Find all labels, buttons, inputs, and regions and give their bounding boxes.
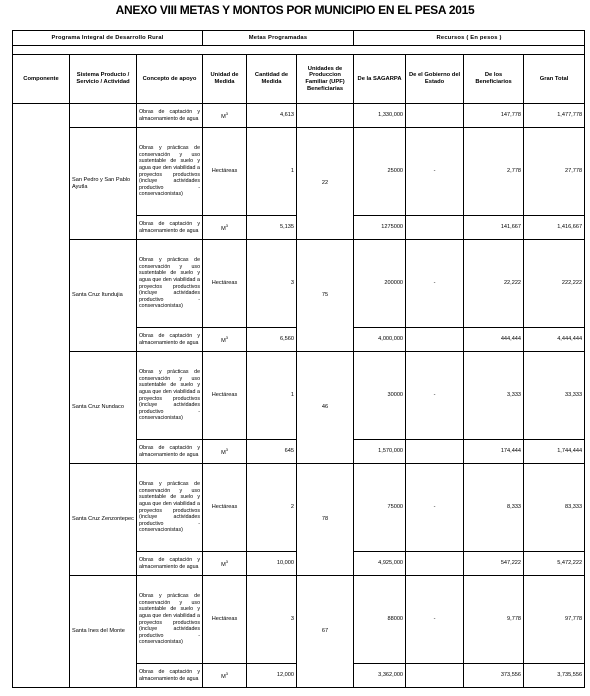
unidad-superscript: 3 [225,222,228,228]
table-row [13,128,585,216]
cantidad-cell: 3 [247,240,297,328]
table-row [13,576,585,664]
metas-header: Metas Programadas [203,31,354,46]
unidad-text: M [221,673,226,680]
col-estado: De el Gobierno del Estado [406,55,464,104]
municipio-name: Santa Cruz Nundaco [70,352,137,464]
beneficiarios-cell: 141,667 [464,216,524,240]
beneficiarios-cell: 2,778 [464,128,524,216]
municipio-name: Santa Ines del Monte [70,576,137,688]
unidad-cell: Hectáreas [203,352,247,440]
page-title: ANEXO VIII METAS Y MONTOS POR MUNICIPIO EN EL PESA 2015 [115,3,475,17]
estado-cell: - [406,576,464,664]
col-sagarpa: De la SAGARPA [354,55,406,104]
header-spacer [13,46,585,55]
unidad-cell: Hectáreas [203,128,247,216]
metas-montos-table [12,30,585,688]
table-row [13,240,585,328]
total-cell: 1,477,778 [524,104,585,128]
col-componente: Componente [13,55,70,104]
sagarpa-cell: 75000 [354,464,406,552]
table-row [13,352,585,440]
upf-cell: 46 [297,352,354,464]
unidad-superscript: 3 [225,334,228,340]
beneficiarios-cell: 8,333 [464,464,524,552]
unidad-text: M [221,337,226,344]
cantidad-cell: 6,560 [247,328,297,352]
unidad-cell: $M^3$ [203,104,247,128]
recursos-header: Recursos ( En pesos ) [354,31,585,46]
upf-cell [297,104,354,128]
upf-cell: 75 [297,240,354,352]
concepto-cell: Obras de captación y almacenamiento de agua [137,104,203,128]
beneficiarios-cell: 3,333 [464,352,524,440]
column-header-row [13,55,585,104]
total-cell: 1,416,667 [524,216,585,240]
cantidad-cell: 1 [247,128,297,216]
unidad-cell [203,216,247,240]
concepto-cell: Obras de captación y almacenamiento de agua [137,552,203,576]
cantidad-cell: 2 [247,464,297,552]
sagarpa-cell: 30000 [354,352,406,440]
table-row [13,104,585,128]
unidad-text: M [221,561,226,568]
upf-cell: 22 [297,128,354,240]
col-upf: Unidades de Produccion Familiar (UPF) Beneficiarias [297,55,354,104]
col-sistema: Sistema Producto / Servicio / Actividad [70,55,137,104]
cantidad-cell: 1 [247,352,297,440]
unidad-cell [203,440,247,464]
estado-cell [406,664,464,688]
cantidad-cell: 645 [247,440,297,464]
estado-cell: - [406,464,464,552]
sagarpa-cell: 200000 [354,240,406,328]
componente-cell [13,104,70,688]
sagarpa-cell: 4,000,000 [354,328,406,352]
municipio-name: Santa Cruz Itundujia [70,240,137,352]
total-cell: 3,735,556 [524,664,585,688]
estado-cell: - [406,240,464,328]
concepto-cell: Obras de captación y almacenamiento de agua [137,664,203,688]
cantidad-cell: 10,000 [247,552,297,576]
col-concepto: Concepto de apoyo [137,55,203,104]
sistema-cell [70,104,137,128]
beneficiarios-cell: 373,556 [464,664,524,688]
estado-cell: - [406,128,464,216]
cantidad-cell: 12,000 [247,664,297,688]
municipio-name: San Pedro y San Pablo Ayutla [70,128,137,240]
sagarpa-cell: 1275000 [354,216,406,240]
sagarpa-cell: 88000 [354,576,406,664]
concepto-cell: Obras y prácticas de conservación y uso sustentable de suelo y agua que den viabilidad a proyectos productivos (incluye actividades productivo - conservacionistas) [137,576,203,664]
total-cell: 5,472,222 [524,552,585,576]
concepto-cell: Obras y prácticas de conservación y uso sustentable de suelo y agua que den viabilidad a proyectos productivos (incluye actividades productivo - conservacionistas) [137,464,203,552]
unidad-superscript: 3 [225,446,228,452]
unidad-cell: Hectáreas [203,464,247,552]
beneficiarios-cell: 22,222 [464,240,524,328]
beneficiarios-cell: 147,778 [464,104,524,128]
total-cell: 222,222 [524,240,585,328]
col-cantidad: Cantidad de Medida [247,55,297,104]
unidad-text: M [221,225,226,232]
unidad-cell [203,328,247,352]
concepto-cell: Obras y prácticas de conservación y uso sustentable de suelo y agua que den viabilidad a proyectos productivos (incluye actividades productivo - conservacionistas) [137,128,203,216]
estado-cell [406,216,464,240]
unidad-cell: Hectáreas [203,576,247,664]
concepto-cell: Obras de captación y almacenamiento de agua [137,216,203,240]
unidad-superscript: 3 [225,558,228,564]
beneficiarios-cell: 547,222 [464,552,524,576]
sagarpa-cell: 1,570,000 [354,440,406,464]
total-cell: 97,778 [524,576,585,664]
estado-cell [406,552,464,576]
col-beneficiarios: De los Beneficiarios [464,55,524,104]
upf-cell: 78 [297,464,354,576]
group-header-row [13,31,585,46]
concepto-cell: Obras de captación y almacenamiento de agua [137,328,203,352]
program-header: Programa Integral de Desarrollo Rural [13,31,203,46]
col-unidad: Unidad de Medida [203,55,247,104]
cantidad-cell: 5,135 [247,216,297,240]
unidad-cell [203,664,247,688]
sagarpa-cell: 4,925,000 [354,552,406,576]
estado-cell [406,440,464,464]
concepto-cell: Obras y prácticas de conservación y uso sustentable de suelo y agua que den viabilidad a proyectos productivos (incluye actividades productivo - conservacionistas) [137,240,203,328]
municipio-name: Santa Cruz Zenzontepec [70,464,137,576]
beneficiarios-cell: 174,444 [464,440,524,464]
concepto-cell: Obras y prácticas de conservación y uso sustentable de suelo y agua que den viabilidad a proyectos productivos (incluye actividades productivo - conservacionistas) [137,352,203,440]
total-cell: 33,333 [524,352,585,440]
concepto-cell: Obras de captación y almacenamiento de agua [137,440,203,464]
estado-cell: - [406,352,464,440]
estado-cell [406,104,464,128]
total-cell: 27,778 [524,128,585,216]
unidad-cell [203,552,247,576]
unidad-text: M [221,449,226,456]
total-cell: 83,333 [524,464,585,552]
cantidad-cell: 3 [247,576,297,664]
col-total: Gran Total [524,55,585,104]
beneficiarios-cell: 9,778 [464,576,524,664]
table-row [13,464,585,552]
cantidad-cell: 4,613 [247,104,297,128]
total-cell: 1,744,444 [524,440,585,464]
sagarpa-cell: 1,330,000 [354,104,406,128]
estado-cell [406,328,464,352]
upf-cell: 67 [297,576,354,688]
sagarpa-cell: 3,362,000 [354,664,406,688]
sagarpa-cell: 25000 [354,128,406,216]
total-cell: 4,444,444 [524,328,585,352]
beneficiarios-cell: 444,444 [464,328,524,352]
unidad-cell: Hectáreas [203,240,247,328]
unidad-superscript: 3 [225,670,228,676]
